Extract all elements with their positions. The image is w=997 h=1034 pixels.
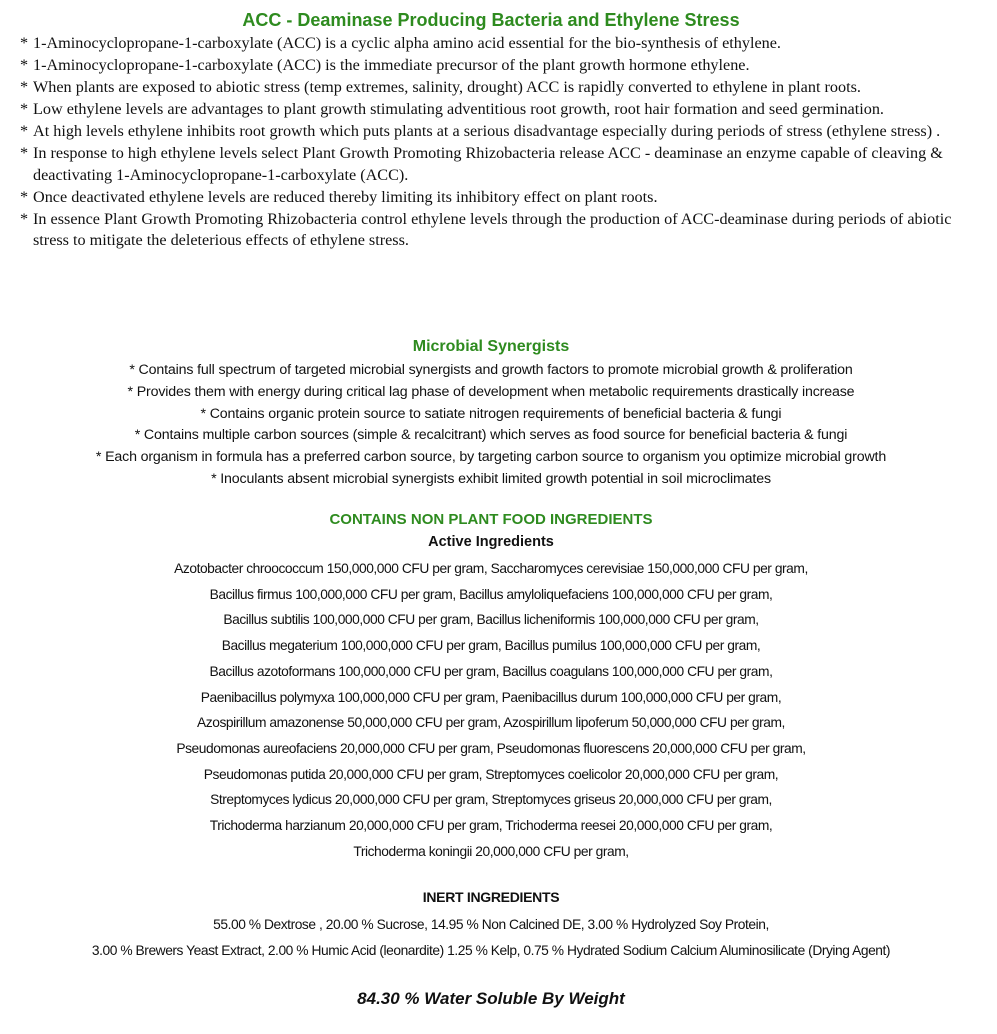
- list-item: * Contains organic protein source to satiate nitrogen requirements of beneficial bacteria & fungi: [200, 405, 782, 422]
- list-item: [20, 143, 970, 186]
- acc-point-text: At high levels ethylene inhibits root growth which puts plants at a serious disadvantage especially during periods of stress (ethylene stress) .: [33, 122, 941, 140]
- list-item: Bacillus azotoformans 100,000,000 CFU per gram, Bacillus coagulans 100,000,000 CFU per gram,: [209, 663, 773, 679]
- list-item: Trichoderma koningii 20,000,000 CFU per gram,: [353, 843, 629, 859]
- acc-point-text: In response to high ethylene levels select Plant Growth Promoting Rhizobacteria release ACC - deaminase an enzyme capable of cleaving & deactivating 1-Aminocyclopropane-1-carboxylate (ACC).: [33, 144, 943, 184]
- list-item: [20, 121, 970, 143]
- non-plant-food-title: CONTAINS NON PLANT FOOD INGREDIENTS: [329, 511, 653, 528]
- list-item: Paenibacillus polymyxa 100,000,000 CFU per gram, Paenibacillus durum 100,000,000 CFU per gram,: [200, 689, 782, 705]
- synergists-section-title: Microbial Synergists: [412, 338, 570, 355]
- list-item: [20, 33, 970, 55]
- acc-points-list: [20, 33, 970, 252]
- acc-point-text: 1-Aminocyclopropane-1-carboxylate (ACC) is the immediate precursor of the plant growth hormone ethylene.: [33, 56, 750, 74]
- acc-point-text: Low ethylene levels are advantages to plant growth stimulating adventitious root growth, root hair formation and seed germination.: [33, 100, 884, 118]
- list-item: [20, 55, 970, 77]
- list-item: [20, 77, 970, 99]
- list-item: * Contains full spectrum of targeted microbial synergists and growth factors to promote microbial growth & proliferation: [129, 362, 853, 378]
- bullet-star: *: [20, 34, 29, 52]
- list-item: * Contains multiple carbon sources (simple & recalcitrant) which serves as food source for beneficial bacteria & fungi: [134, 427, 848, 444]
- list-item: * Each organism in formula has a preferred carbon source, by targeting carbon source to organism you optimize microbial growth: [95, 449, 887, 466]
- acc-point-text: 1-Aminocyclopropane-1-carboxylate (ACC) is a cyclic alpha amino acid essential for the bio-synthesis of ethylene.: [33, 34, 781, 52]
- acc-point-text: Once deactivated ethylene levels are reduced thereby limiting its inhibitory effect on plant roots.: [33, 187, 658, 206]
- inert-ingredients-list: [0, 912, 982, 964]
- list-item: Pseudomonas aureofaciens 20,000,000 CFU per gram, Pseudomonas fluorescens 20,000,000 CFU per gram,: [176, 740, 806, 756]
- list-item: [20, 187, 970, 209]
- inert-ingredients-heading: INERT INGREDIENTS: [422, 889, 560, 905]
- bullet-star: *: [20, 144, 29, 162]
- acc-point-text: In essence Plant Growth Promoting Rhizobacteria control ethylene levels through the production of ACC-deaminase during periods of abiotic stress to mitigate the deleterious effects of ethylene stress.: [33, 209, 952, 249]
- synergists-list: [0, 360, 982, 491]
- list-item: Trichoderma harzianum 20,000,000 CFU per gram, Trichoderma reesei 20,000,000 CFU per gram,: [209, 818, 773, 834]
- list-item: [20, 209, 970, 252]
- list-item: Bacillus firmus 100,000,000 CFU per gram, Bacillus amyloliquefaciens 100,000,000 CFU per gram,: [209, 586, 773, 602]
- list-item: Pseudomonas putida 20,000,000 CFU per gram, Streptomyces coelicolor 20,000,000 CFU per gram,: [203, 766, 779, 782]
- list-item: Azotobacter chroococcum 150,000,000 CFU per gram, Saccharomyces cerevisiae 150,000,000 CFU per gram,: [174, 561, 808, 576]
- list-item: * Provides them with energy during critical lag phase of development when metabolic requirements drastically increase: [127, 383, 855, 400]
- list-item: * Inoculants absent microbial synergists exhibit limited growth potential in soil microclimates: [211, 470, 771, 487]
- water-soluble-statement: 84.30 % Water Soluble By Weight: [357, 989, 625, 1008]
- list-item: [20, 99, 970, 121]
- active-ingredients-list: [0, 556, 982, 864]
- acc-point-text: When plants are exposed to abiotic stress (temp extremes, salinity, drought) ACC is rapidly converted to ethylene in plant roots.: [33, 78, 861, 96]
- bullet-star: *: [20, 56, 29, 74]
- bullet-star: *: [20, 122, 29, 140]
- list-item: Bacillus subtilis 100,000,000 CFU per gram, Bacillus licheniformis 100,000,000 CFU per gram,: [223, 612, 759, 628]
- active-ingredients-heading: Active Ingredients: [428, 534, 554, 550]
- bullet-star: *: [20, 187, 29, 206]
- list-item: Streptomyces lydicus 20,000,000 CFU per gram, Streptomyces griseus 20,000,000 CFU per gram,: [210, 792, 772, 808]
- list-item: 55.00 % Dextrose , 20.00 % Sucrose, 14.95 % Non Calcined DE, 3.00 % Hydrolyzed Soy Protein,: [213, 917, 769, 932]
- bullet-star: *: [20, 100, 29, 118]
- list-item: Bacillus megaterium 100,000,000 CFU per gram, Bacillus pumilus 100,000,000 CFU per gram,: [221, 638, 761, 654]
- bullet-star: *: [20, 209, 29, 228]
- list-item: Azospirillum amazonense 50,000,000 CFU per gram, Azospirillum lipoferum 50,000,000 CFU per gram,: [197, 715, 785, 731]
- list-item: 3.00 % Brewers Yeast Extract, 2.00 % Humic Acid (leonardite) 1.25 % Kelp, 0.75 % Hydrated Sodium Calcium Aluminosilicate (Drying Agent): [91, 943, 891, 958]
- bullet-star: *: [20, 78, 29, 96]
- acc-section-title: ACC - Deaminase Producing Bacteria and Ethylene Stress: [242, 10, 740, 30]
